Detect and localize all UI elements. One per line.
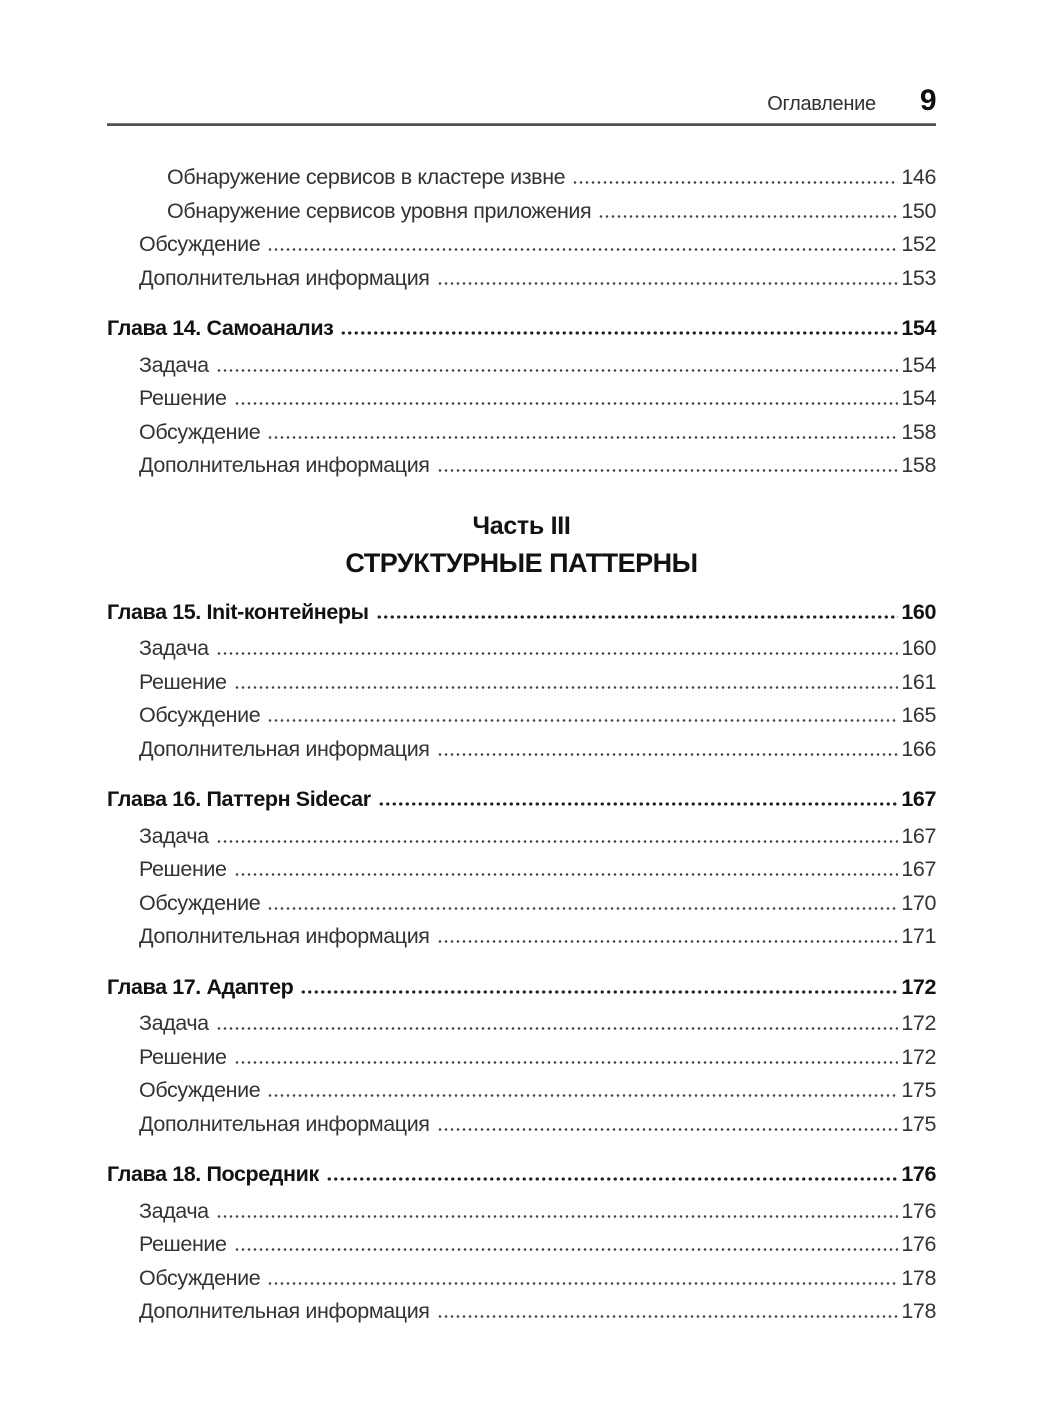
toc-label: Задача: [139, 1011, 209, 1035]
dot-leader: [234, 1248, 899, 1251]
dot-leader: [376, 615, 899, 619]
toc-page-number: 158: [901, 453, 936, 477]
dot-leader: [267, 1282, 898, 1285]
toc-page-number: 154: [901, 316, 936, 340]
toc-page-number: 172: [901, 1011, 936, 1035]
toc-label: Обсуждение: [139, 1078, 261, 1102]
toc-chapter-row: [107, 1158, 936, 1192]
toc-page-number: 165: [901, 703, 936, 727]
toc-page-number: 150: [901, 198, 936, 223]
toc-label: Задача: [139, 352, 209, 377]
toc-label: Задача: [139, 1198, 209, 1223]
toc-label: Задача: [139, 823, 209, 848]
toc-page-number: 158: [901, 419, 936, 444]
dot-leader: [267, 436, 898, 439]
toc-label: Обсуждение: [139, 419, 261, 444]
dot-leader: [340, 331, 898, 335]
toc-entry-row: [107, 920, 936, 954]
toc-page-number: 176: [901, 1232, 936, 1256]
dot-leader: [267, 1094, 898, 1097]
toc-entry-row: [107, 1262, 936, 1296]
toc-entry-row: [107, 1195, 936, 1229]
dot-leader: [234, 402, 899, 405]
dot-leader: [234, 1061, 899, 1064]
running-head-page-number: 9: [919, 84, 936, 117]
toc-entry-row: [107, 161, 936, 195]
toc-entry-row: [107, 733, 936, 767]
toc-label: Обсуждение: [139, 1265, 261, 1290]
dot-leader: [216, 369, 899, 372]
toc-page-number: 152: [901, 232, 936, 256]
toc-entry-row: [107, 262, 936, 296]
toc-page-number: 170: [901, 890, 936, 915]
toc-page-number: 176: [901, 1198, 936, 1223]
toc-label: Решение: [139, 1232, 227, 1256]
toc-entry-row: [107, 449, 936, 483]
toc-chapter-label: Глава 14. Самоанализ: [107, 316, 334, 340]
toc-label: Дополнительная информация: [139, 1299, 430, 1323]
dot-leader: [234, 873, 899, 876]
dot-leader: [598, 215, 898, 218]
running-head: [107, 84, 936, 118]
header-rule: [107, 123, 936, 126]
toc-label: Обнаружение сервисов уровня приложения: [167, 198, 592, 223]
toc-page-number: 160: [901, 599, 936, 624]
toc-page-number: 167: [901, 787, 936, 811]
toc-label: Решение: [139, 1044, 227, 1069]
toc-chapter-label: Глава 15. Init-контейнеры: [107, 599, 369, 624]
toc-label: Обсуждение: [139, 703, 261, 727]
toc-label: Решение: [139, 669, 227, 694]
dot-leader: [216, 1027, 899, 1030]
toc-page-number: 167: [901, 823, 936, 848]
dot-leader: [378, 802, 899, 806]
dot-leader: [572, 181, 898, 184]
toc-entry-row: [107, 699, 936, 733]
toc-page-number: 175: [901, 1111, 936, 1136]
toc-chapter-label: Глава 17. Адаптер: [107, 974, 294, 999]
toc-page-number: 178: [901, 1265, 936, 1290]
toc-entry-row: [107, 228, 936, 262]
running-head-title: Оглавление: [767, 93, 876, 115]
toc-page-number: 154: [901, 386, 936, 410]
toc-entry-row: [107, 666, 936, 700]
toc-page-number: 175: [901, 1078, 936, 1102]
toc-entry-row: [107, 1041, 936, 1075]
dot-leader: [216, 652, 899, 655]
toc-page-number: 154: [901, 352, 936, 377]
dot-leader: [326, 1177, 899, 1181]
toc-page-number: 166: [901, 736, 936, 761]
toc-page-number: 160: [901, 636, 936, 660]
toc-label: Дополнительная информация: [139, 453, 430, 477]
toc-label: Дополнительная информация: [139, 924, 430, 948]
part-heading-title: СТРУКТУРНЫЕ ПАТТЕРНЫ: [345, 547, 698, 578]
toc-page-number: 171: [901, 924, 936, 948]
toc-label: Решение: [139, 386, 227, 410]
toc-page-number: 172: [901, 1044, 936, 1069]
dot-leader: [437, 1128, 899, 1131]
toc-page-number: 167: [901, 857, 936, 881]
table-of-contents: [107, 161, 936, 1329]
dot-leader: [437, 1315, 899, 1318]
toc-entry-row: [107, 632, 936, 666]
toc-page-number: 178: [901, 1299, 936, 1323]
toc-chapter-label: Глава 18. Посредник: [107, 1162, 319, 1186]
toc-page-number: 172: [901, 974, 936, 999]
toc-entry-row: [107, 1228, 936, 1262]
toc-chapter-row: [107, 783, 936, 817]
dot-leader: [267, 907, 898, 910]
toc-page-number: 176: [901, 1162, 936, 1186]
part-heading: [107, 511, 936, 579]
toc-page-number: 153: [901, 265, 936, 290]
dot-leader: [437, 940, 899, 943]
toc-page-number: 146: [901, 165, 936, 189]
toc-label: Дополнительная информация: [139, 736, 430, 761]
toc-label: Решение: [139, 857, 227, 881]
dot-leader: [216, 1215, 899, 1218]
dot-leader: [437, 469, 899, 472]
toc-chapter-label: Глава 16. Паттерн Sidecar: [107, 787, 371, 811]
toc-label: Дополнительная информация: [139, 265, 430, 290]
toc-entry-row: [107, 382, 936, 416]
part-heading-kicker: Часть III: [472, 511, 571, 540]
toc-label: Дополнительная информация: [139, 1111, 430, 1136]
toc-entry-row: [107, 1074, 936, 1108]
toc-label: Задача: [139, 636, 209, 660]
toc-page-number: 161: [901, 669, 936, 694]
toc-entry-row: [107, 887, 936, 921]
toc-entry-row: [107, 853, 936, 887]
dot-leader: [267, 719, 898, 722]
toc-entry-row: [107, 820, 936, 854]
toc-label: Обнаружение сервисов в кластере извне: [167, 165, 566, 189]
dot-leader: [437, 282, 899, 285]
toc-label: Обсуждение: [139, 890, 261, 915]
toc-entry-row: [107, 195, 936, 229]
dot-leader: [234, 686, 899, 689]
toc-entry-row: [107, 1007, 936, 1041]
toc-chapter-row: [107, 596, 936, 630]
dot-leader: [216, 840, 899, 843]
toc-entry-row: [107, 1295, 936, 1329]
toc-label: Обсуждение: [139, 232, 261, 256]
dot-leader: [300, 990, 898, 994]
toc-chapter-row: [107, 971, 936, 1005]
dot-leader: [437, 753, 899, 756]
toc-entry-row: [107, 349, 936, 383]
toc-chapter-row: [107, 312, 936, 346]
dot-leader: [267, 248, 898, 251]
toc-entry-row: [107, 416, 936, 450]
toc-entry-row: [107, 1108, 936, 1142]
